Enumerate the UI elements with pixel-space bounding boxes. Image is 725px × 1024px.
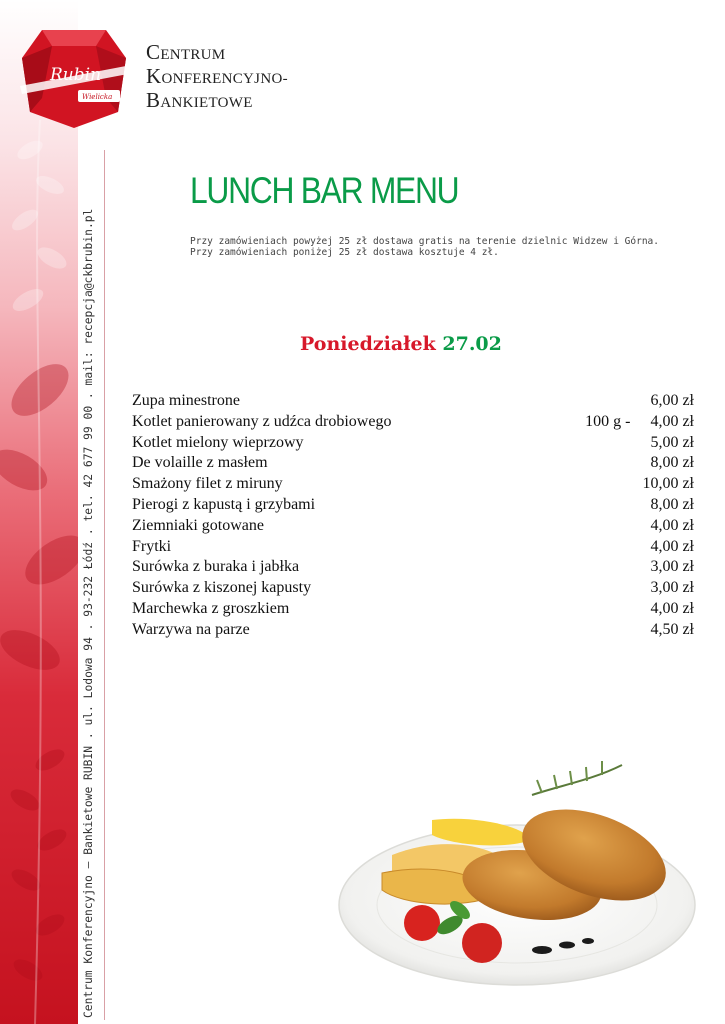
- menu-item-price: 3,00 zł: [650, 579, 694, 597]
- menu-item: [132, 558, 694, 579]
- menu-item-price: 5,00 zł: [650, 433, 694, 451]
- menu-item-name: Smażony filet z miruny: [132, 475, 283, 493]
- contact-info: Centrum Konferencyjno – Bankietowe RUBIN . ul. Lodowa 94 . 93-232 Łódź . tel. 42 677 99 00 . mail: recepcja@ckbrubin.pl: [82, 208, 95, 1018]
- menu-item-price: 8,00 zł: [650, 454, 694, 472]
- logo-subtext: Wielicka: [82, 93, 113, 101]
- menu-item-weight: 100 g -: [585, 412, 631, 430]
- menu-item: [132, 538, 694, 559]
- delivery-note: Przy zamówieniach powyżej 25 zł dostawa gratis na terenie dzielnic Widzew i Górna.: [190, 236, 659, 247]
- menu-item: [132, 621, 694, 642]
- menu-item-price: 6,00 zł: [650, 392, 694, 409]
- side-divider-line: [104, 150, 105, 1020]
- decorative-leaf-band: [0, 0, 78, 1024]
- company-line2-initial: K: [146, 64, 162, 88]
- company-line2: ONFERENCYJNO-: [161, 71, 288, 87]
- menu-item: [132, 517, 694, 538]
- menu-item: [132, 579, 694, 600]
- menu-item-name: Surówka z kiszonej kapusty: [132, 579, 312, 597]
- plate-with-cutlets-illustration: [332, 755, 702, 995]
- menu-item-name: Warzywa na parze: [132, 620, 250, 638]
- company-line1: ENTRUM: [160, 47, 226, 63]
- logo-gem-icon: [20, 28, 128, 130]
- menu-item-name: Surówka z buraka i jabłka: [132, 558, 300, 576]
- menu-item: [132, 413, 694, 434]
- menu-item: [132, 475, 694, 496]
- company-line3-initial: B: [146, 88, 161, 112]
- logo-text: Rubin: [50, 65, 102, 85]
- menu-item-name: Marchewka z groszkiem: [132, 599, 290, 617]
- company-name: [146, 42, 288, 114]
- menu-item-name: Ziemniaki gotowane: [132, 516, 264, 534]
- rubin-logo: [20, 28, 128, 130]
- menu-item-name: Frytki: [132, 537, 172, 555]
- menu-item-price: 8,00 zł: [650, 495, 694, 513]
- menu-item-price: 4,00 zł: [650, 537, 694, 555]
- company-line3: ANKIETOWE: [160, 95, 253, 111]
- day-name: Poniedziałek: [300, 333, 436, 355]
- menu-item-name: Zupa minestrone: [132, 392, 240, 409]
- menu-item: [132, 392, 694, 413]
- menu-item: [132, 600, 694, 621]
- day-date: 27.02: [442, 333, 502, 355]
- menu-item: [132, 434, 694, 455]
- food-photo: [332, 755, 702, 995]
- menu-item-price: 3,00 zł: [650, 558, 694, 576]
- menu-list: [132, 392, 694, 642]
- day-heading: [300, 333, 502, 355]
- leaf-pattern: [0, 0, 78, 1024]
- menu-item-price: 10,00 zł: [642, 475, 694, 493]
- menu-item-price: 4,00 zł: [650, 599, 694, 617]
- menu-item-name: Pierogi z kapustą i grzybami: [132, 495, 316, 513]
- menu-item-name: Kotlet panierowany z udźca drobiowego: [132, 412, 392, 430]
- menu-item-price: 4,00 zł: [650, 516, 694, 534]
- menu-item: [132, 496, 694, 517]
- menu-item-price: 4,00 zł: [650, 412, 694, 430]
- company-line1-initial: C: [146, 40, 161, 64]
- delivery-note: Przy zamówieniach poniżej 25 zł dostawa kosztuje 4 zł.: [190, 247, 499, 258]
- menu-title: LUNCH BAR MENU: [190, 170, 459, 211]
- delivery-notes: [190, 236, 659, 258]
- menu-item-price: 4,50 zł: [650, 620, 694, 638]
- menu-item-name: De volaille z masłem: [132, 454, 268, 472]
- menu-item: [132, 454, 694, 475]
- menu-item-name: Kotlet mielony wieprzowy: [132, 433, 304, 451]
